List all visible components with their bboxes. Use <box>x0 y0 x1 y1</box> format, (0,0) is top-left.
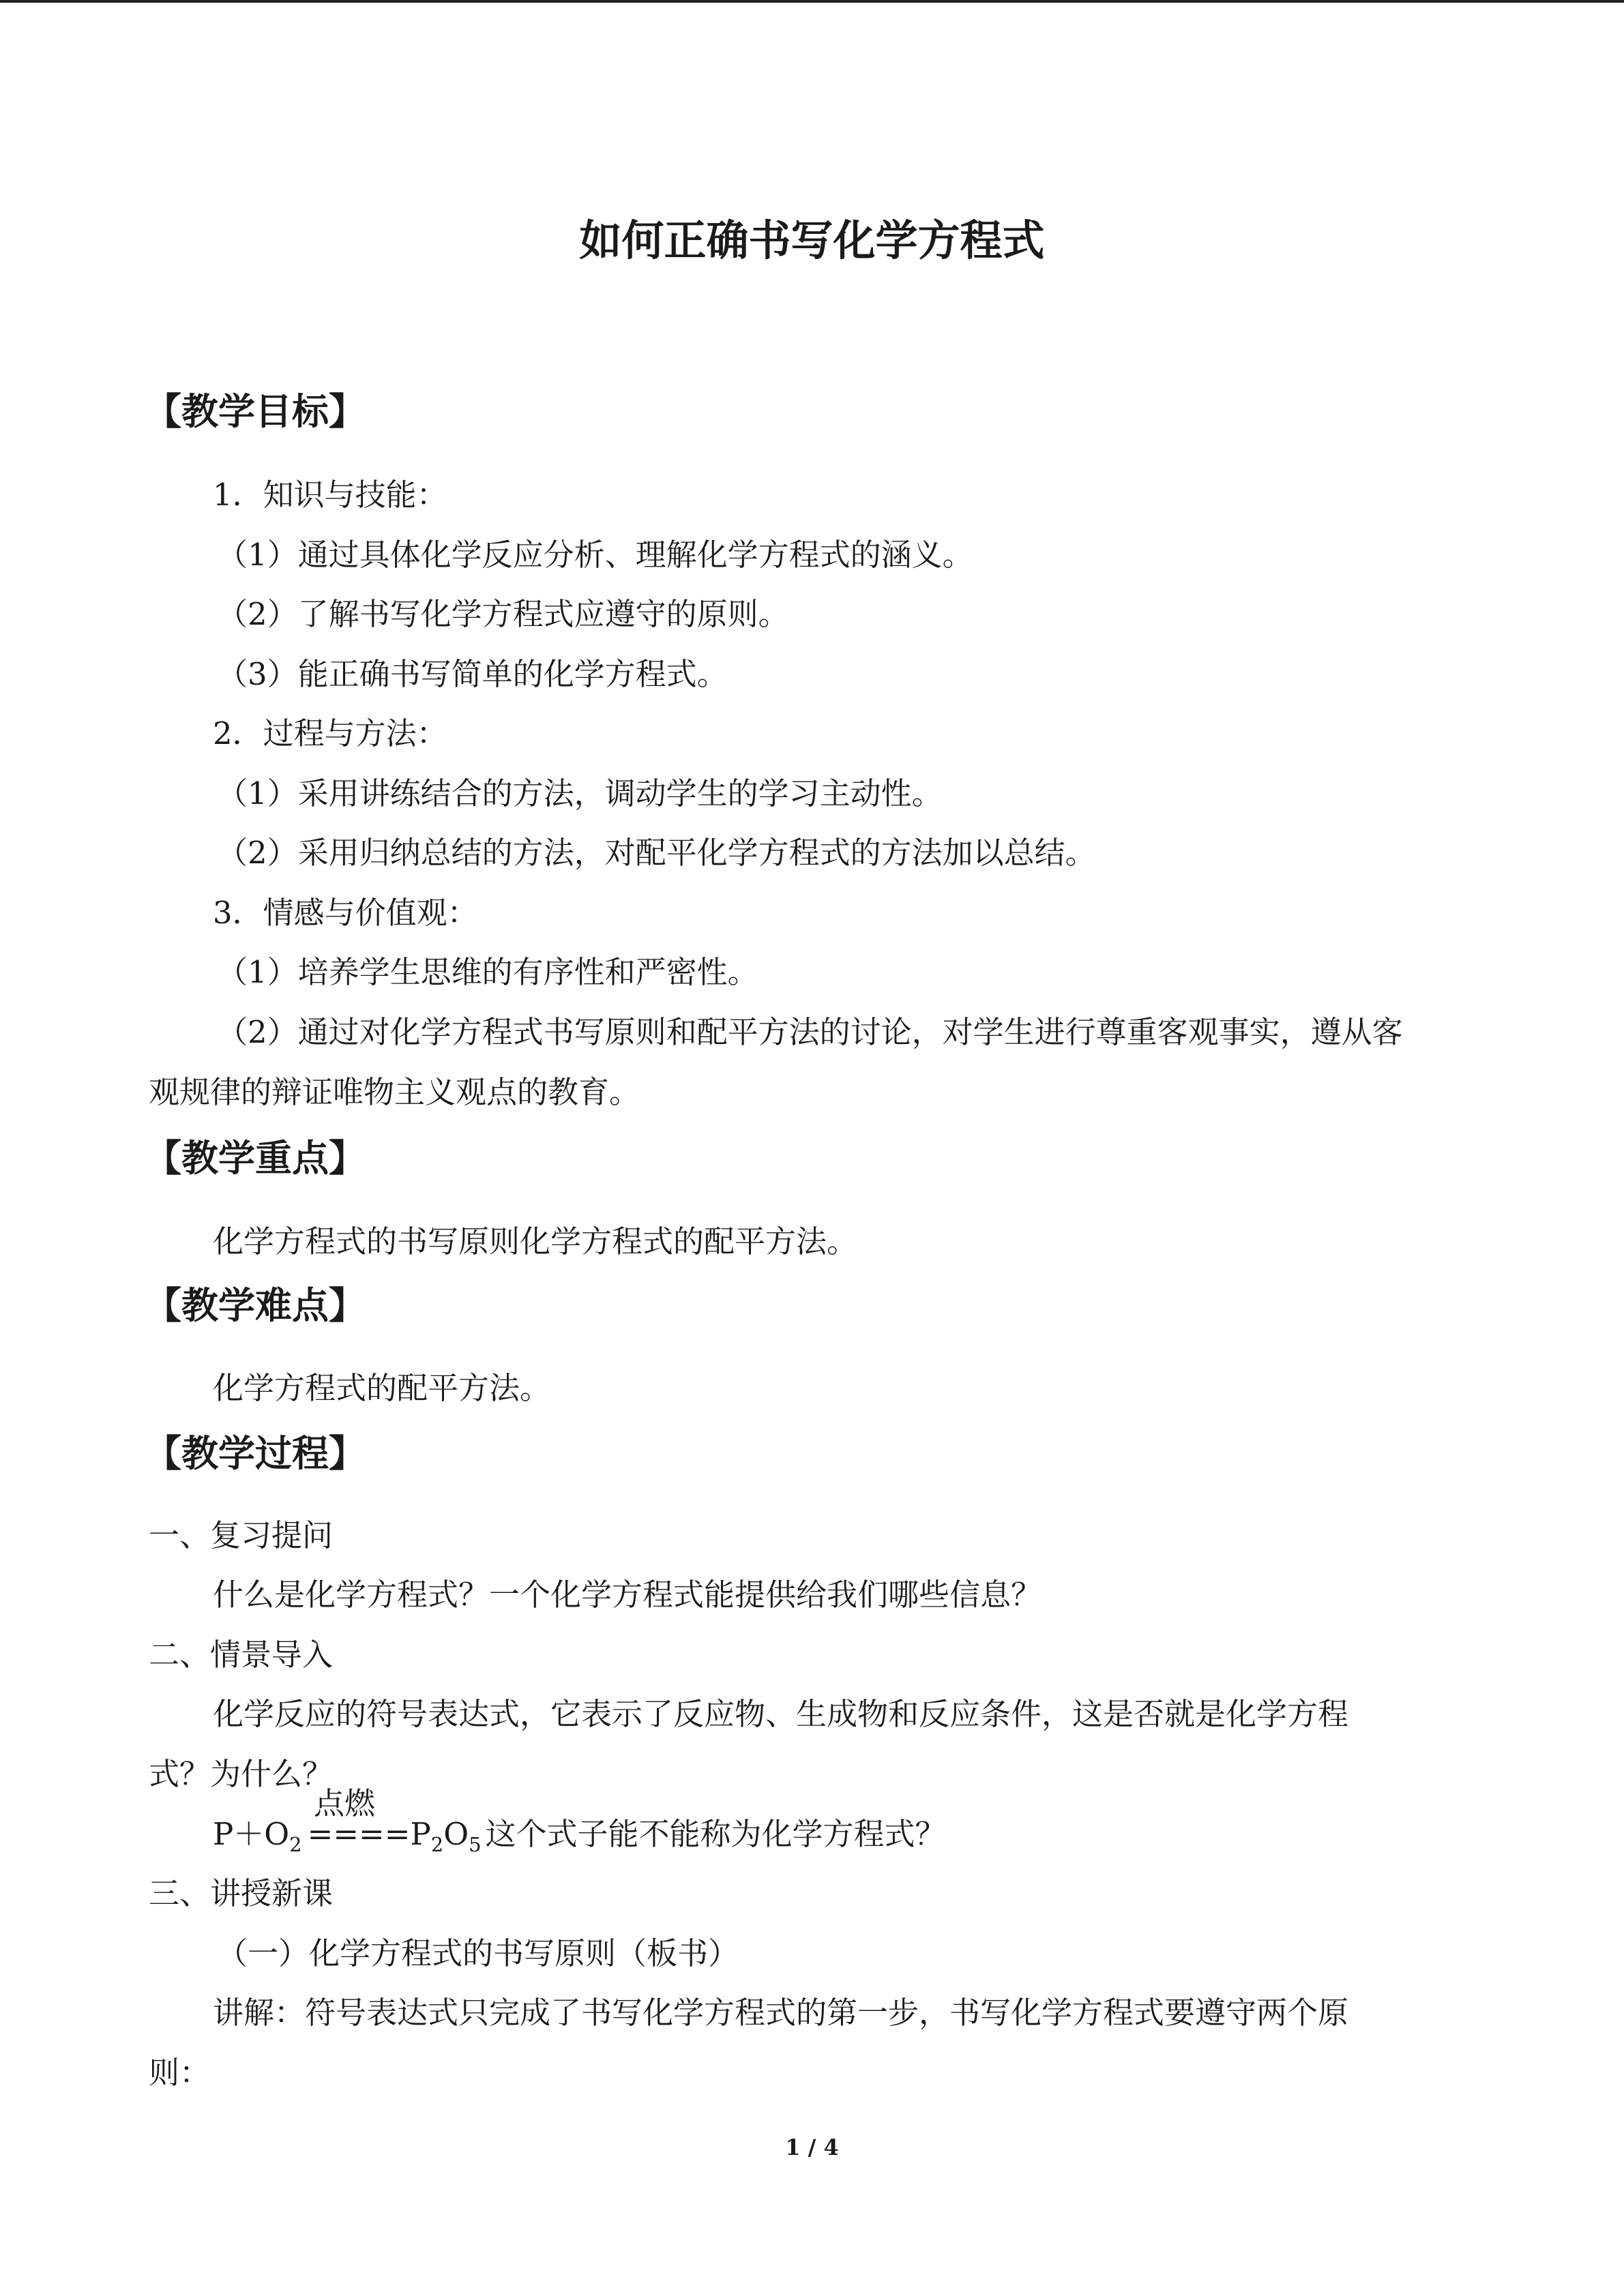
chemical-equation <box>213 1812 946 1867</box>
section-heading-difficulties: 【教学难点】 <box>145 1284 366 1327</box>
goal-line: 2．过程与方法： <box>213 715 447 751</box>
goal-line: （2）采用归纳总结的方法，对配平化学方程式的方法加以总结。 <box>217 835 1096 871</box>
equation-product-p: P <box>410 1816 431 1852</box>
equation-reactants: P＋O <box>213 1816 290 1852</box>
difficulties-text: 化学方程式的配平方法。 <box>213 1370 551 1406</box>
goal-line: （2）通过对化学方程式书写原则和配平方法的讨论，对学生进行尊重客观事实，遵从客 <box>217 1014 1403 1050</box>
goal-line: （1）采用讲练结合的方法，调动学生的学习主动性。 <box>217 775 943 811</box>
goal-line: （3）能正确书写简单的化学方程式。 <box>217 656 728 692</box>
goal-line: 观规律的辩证唯物主义观点的教育。 <box>149 1074 640 1110</box>
equation-product-o: O <box>443 1816 469 1852</box>
goal-line: （1）培养学生思维的有序性和严密性。 <box>217 954 758 990</box>
review-text: 什么是化学方程式？一个化学方程式能提供给我们哪些信息？ <box>213 1577 1042 1613</box>
page-title: 如何正确书写化学方程式 <box>579 215 1045 265</box>
goal-line: 1．知识与技能： <box>213 477 447 513</box>
subscript: 5 <box>469 1833 482 1856</box>
explain-text: 讲解：符号表达式只完成了书写化学方程式的第一步，书写化学方程式要遵守两个原 <box>213 1995 1349 2031</box>
section-heading-goals: 【教学目标】 <box>145 390 366 433</box>
goal-line: （1）通过具体化学反应分析、理解化学方程式的涵义。 <box>217 537 973 573</box>
explain-text: 则： <box>149 2055 211 2091</box>
page-number: 1 / 4 <box>785 2134 839 2160</box>
section-heading-process: 【教学过程】 <box>145 1432 366 1475</box>
intro-text: 式？为什么？ <box>149 1756 334 1792</box>
review-title: 一、复习提问 <box>149 1517 334 1553</box>
intro-title: 二、情景导入 <box>149 1637 334 1673</box>
subsection-title: （一）化学方程式的书写原则（板书） <box>217 1935 739 1971</box>
equation-arrow: ==== <box>307 1816 411 1852</box>
key-points-text: 化学方程式的书写原则化学方程式的配平方法。 <box>213 1223 858 1259</box>
section-heading-key-points: 【教学重点】 <box>145 1137 366 1180</box>
intro-text: 化学反应的符号表达式，它表示了反应物、生成物和反应条件，这是否就是化学方程 <box>213 1696 1349 1732</box>
goal-line: （2）了解书写化学方程式应遵守的原则。 <box>217 596 789 632</box>
equation-question: 这个式子能不能称为化学方程式？ <box>485 1816 946 1852</box>
top-rule <box>0 0 1624 3</box>
goal-line: 3．情感与价值观： <box>213 895 478 931</box>
subscript: 2 <box>289 1833 302 1856</box>
new-lesson-title: 三、讲授新课 <box>149 1875 334 1911</box>
subscript: 2 <box>430 1833 444 1856</box>
reaction-condition: 点燃 <box>314 1785 376 1821</box>
